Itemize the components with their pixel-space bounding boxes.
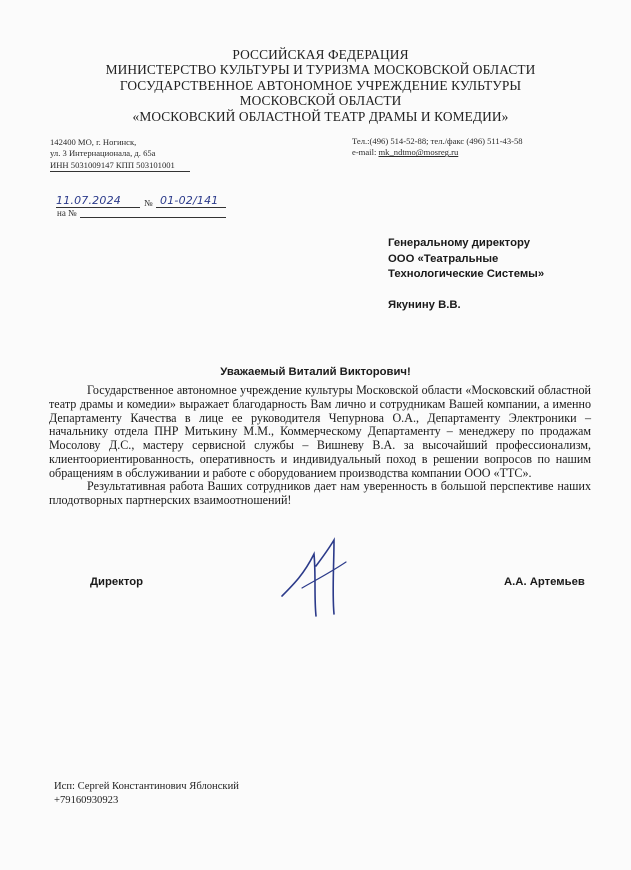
handwritten-signature <box>276 536 356 620</box>
letterhead-line: МИНИСТЕРСТВО КУЛЬТУРЫ И ТУРИЗМА МОСКОВСКОЙ ОБЛАСТИ <box>105 62 536 78</box>
executor-info <box>54 780 239 808</box>
salutation: Уважаемый Виталий Викторович! <box>220 366 411 378</box>
signatory-name: А.А. Артемьев <box>504 576 585 588</box>
letterhead-line: ГОСУДАРСТВЕННОЕ АВТОНОМНОЕ УЧРЕЖДЕНИЕ КУЛЬТУРЫ <box>119 77 522 93</box>
organization-address <box>50 137 175 171</box>
handwritten-number: 01-02/141 <box>160 194 219 207</box>
number-underline <box>156 207 226 208</box>
inn-kpp: ИНН 5031009147 КПП 503101001 <box>50 159 175 170</box>
phone-line: Тел.:(496) 514-52-88; тел./факс (496) 511-43-58 <box>352 136 523 146</box>
address-underline <box>50 171 190 172</box>
letterhead <box>60 47 581 124</box>
executor-phone: +79160930923 <box>54 795 119 807</box>
address-line: 142400 МО, г. Ногинск, <box>50 137 137 147</box>
contact-info <box>352 136 523 159</box>
recipient-name: Якунину В.В. <box>388 298 461 311</box>
letter-body <box>49 384 591 508</box>
address-line: ул. 3 Интернационала, д. 65а <box>50 148 156 159</box>
signatory-title: Директор <box>90 576 144 588</box>
letterhead-line: «МОСКОВСКИЙ ОБЛАСТНОЙ ТЕАТР ДРАМЫ И КОМЕДИИ» <box>132 108 509 124</box>
executor-name: Исп: Сергей Константинович Яблонский <box>54 781 239 792</box>
reference-label: на № <box>57 208 77 218</box>
email-link[interactable]: mk_ndtmo@mosreg.ru <box>378 147 459 158</box>
recipient-line: Генеральному директору <box>388 237 530 249</box>
reference-underline <box>80 217 226 218</box>
body-paragraph: Результативная работа Ваших сотрудников дает нам уверенность в большой перспективе наших плодотворных партнерских взаимоотношений! <box>49 479 591 507</box>
recipient-line: Технологические Системы» <box>388 268 545 280</box>
handwritten-date: 11.07.2024 <box>56 194 121 207</box>
recipient-block <box>388 236 608 313</box>
letterhead-line: РОССИЙСКАЯ ФЕДЕРАЦИЯ <box>232 47 409 62</box>
email-label: e-mail: <box>352 147 377 158</box>
letterhead-line: МОСКОВСКОЙ ОБЛАСТИ <box>239 93 402 109</box>
body-paragraph: Государственное автономное учреждение культуры Московской области «Московский областной театр драмы и комедии» выражает благодарность Вам лично и сотрудникам Вашей компании, а именно Департаменту Качества в лице ее руководителя Чепурнова О.А., Департаменту Электроники – начальнику отдела ПНР Митькину М.М., Коммерческому Департаменту – менеджеру по продажам Мосолову Д.С., мастеру сервисной службы – Вишневу В.А. за высочайший профессионализм, клиентоориентированность, оперативность и индивидуальный поход в решении вопросов по нашим обращениям в обслуживании и работе с оборудованием производства компании ООО «ТТС». <box>49 383 591 480</box>
number-sign: № <box>144 198 153 208</box>
recipient-line: ООО «Театральные <box>388 252 499 265</box>
email-line <box>352 147 523 158</box>
